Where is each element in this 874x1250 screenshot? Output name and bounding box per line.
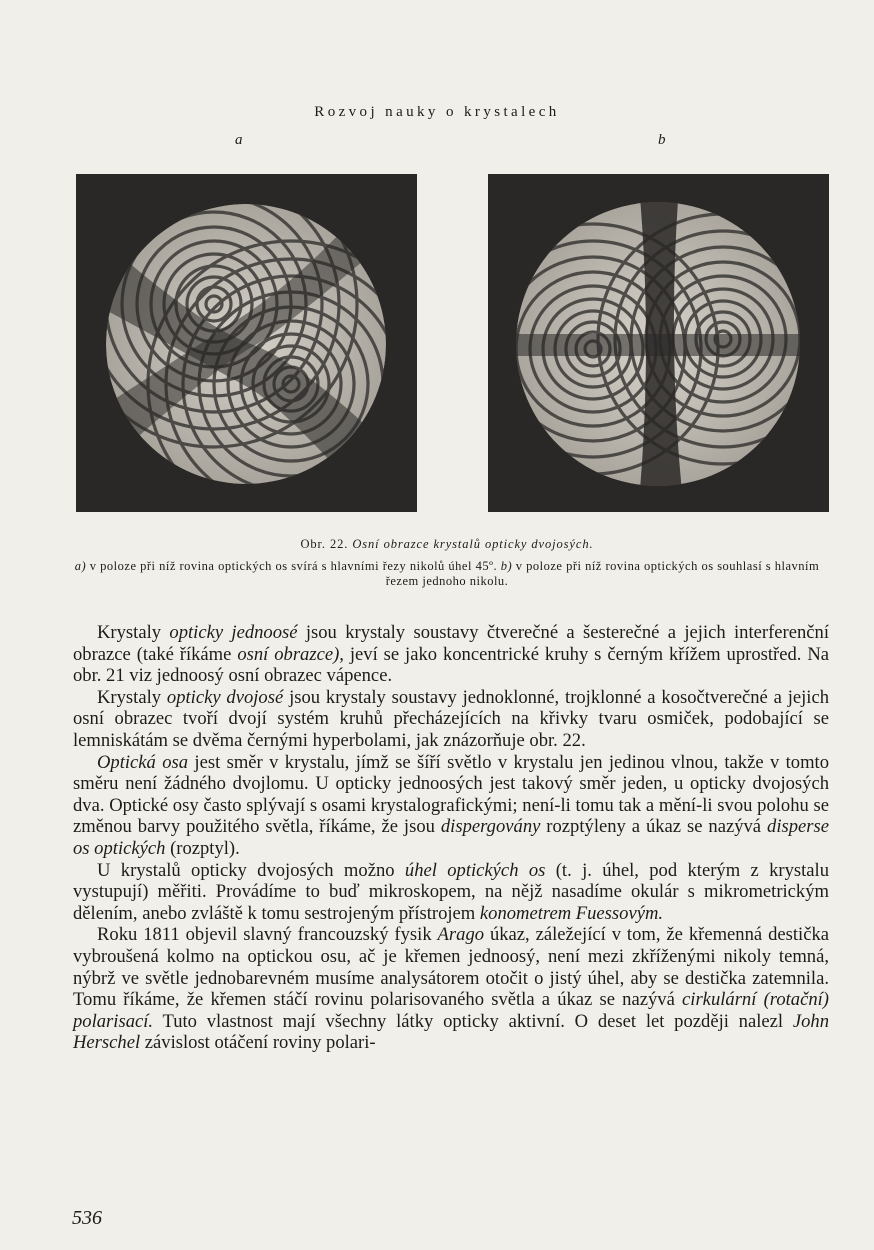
figure-label-a: a xyxy=(235,132,243,148)
body-text xyxy=(73,622,829,1054)
caption-title: Osní obrazce krystalů opticky dvojosých. xyxy=(352,537,594,551)
caption-a-text: v poloze při níž rovina optických os svírá s hlavními řezy nikolů úhel 45º. xyxy=(89,559,498,573)
paragraph-1: Krystaly opticky jednoosé jsou krystaly soustavy čtverečné a šesterečné a jejich interferenční obrazce (také říkáme osní obrazce), jeví se jako koncentrické kruhy s černým křížem uprostřed. Na obr. 21 viz jednoosý osní obrazec vápence. xyxy=(73,622,829,687)
caption-heading xyxy=(60,537,834,552)
paragraph-5: Roku 1811 objevil slavný francouzský fysik Arago úkaz, záležející v tom, že křemenná destička vybroušená kolmo na optickou osu, ač je křemen jednoosý, není mezi zkříženými nikoly temná, nýbrž ve světle jednobarevném musíme analysátorem otočit o jistý úhel, aby se destička zatemnila. Tomu říkáme, že křemen stáčí rovinu polarisovaného světla a úkaz se nazývá cirkulární (rotační) polarisací. Tuto vlastnost mají všechny látky opticky aktivní. O deset let později nalezl John Herschel závislost otáčení roviny polari- xyxy=(73,924,829,1054)
caption-b-text: v poloze při níž rovina optických os souhlasí s hlavním řezem jednoho nikolu. xyxy=(385,559,820,588)
caption-number: Obr. 22. xyxy=(300,537,349,551)
interference-figure-b xyxy=(488,174,829,512)
paragraph-3: Optická osa jest směr v krystalu, jímž se šíří světlo v krystalu jen jedinou vlnou, takže v tomto směru není žádného dvojlomu. U opticky jednoosých jest takový směr jeden, u opticky dvojosých dva. Optické osy často splývají s osami krystalografickými; není-li tomu tak a mění-li svou polohu se změnou barvy použitého světla, říkáme, že jsou dispergovány rozptýleny a úkaz se nazývá disperse os optických (rozptyl). xyxy=(73,751,829,859)
caption-b-marker: b) xyxy=(500,559,513,573)
caption-a-marker: a) xyxy=(74,559,87,573)
figure-label-b: b xyxy=(658,132,666,148)
interference-figure-a xyxy=(76,174,417,512)
paragraph-4: U krystalů opticky dvojosých možno úhel optických os (t. j. úhel, pod kterým z krystalu vystupují) měřiti. Provádíme to buď mikroskopem, na nějž nasadíme okulár s mikrometrickým dělením, anebo zvláště k tomu sestrojeným přístrojem konometrem Fuessovým. xyxy=(73,859,830,924)
page-number: 536 xyxy=(72,1207,102,1229)
paragraph-2: Krystaly opticky dvojosé jsou krystaly soustavy jednoklonné, trojklonné a kosočtverečné a jejich osní obrazec tvoří dvojí systém kruhů přecházejících na křivky tvaru osmiček, podobající se lemniskátám se dvěma černými hyperbolami, jak znázorňuje obr. 22. xyxy=(73,686,830,751)
running-head: Rozvoj nauky o krystalech xyxy=(314,104,560,120)
figure-caption xyxy=(60,537,834,589)
